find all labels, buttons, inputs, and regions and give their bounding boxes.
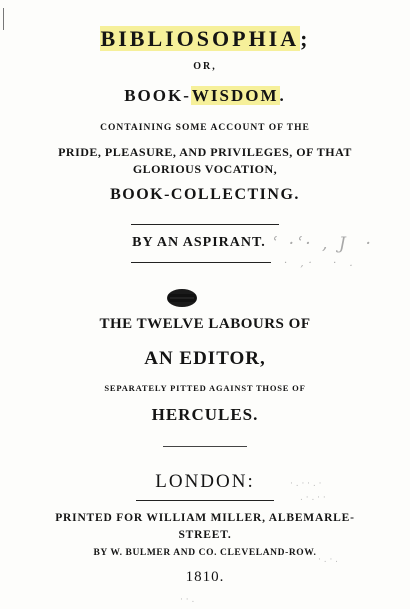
handwritten-annotation-2: · ,· · . (284, 258, 358, 269)
subtitle-part2: WISDOM (191, 86, 279, 105)
speckle-marks-2: . · . · · (300, 493, 326, 503)
speckle-marks-4: · · . (180, 595, 195, 605)
title-line (0, 28, 410, 50)
subtitle-part1: BOOK- (124, 86, 191, 105)
rule-below-london (136, 500, 274, 501)
speckle-marks-3: · . · . (318, 555, 339, 565)
rule-above-author (131, 224, 279, 225)
handwritten-annotation: ʿ ·ʿ· , J · (272, 234, 374, 254)
margin-mark (3, 8, 4, 30)
rule-above-imprint (163, 446, 247, 447)
ornament-icon (165, 286, 199, 310)
containing-line1: CONTAINING SOME ACCOUNT OF THE (100, 123, 310, 133)
title-semicolon: ; (300, 26, 311, 51)
printed-for-line2: STREET. (178, 529, 232, 541)
title-main: BIBLIOSOPHIA (100, 26, 300, 51)
twelve-labours: THE TWELVE LABOURS OF (99, 316, 311, 332)
containing-line2: PRIDE, PLEASURE, AND PRIVILEGES, OF THAT (58, 145, 352, 159)
rule-below-author (131, 262, 271, 263)
london: LONDON: (155, 471, 255, 492)
printed-for-line1: PRINTED FOR WILLIAM MILLER, ALBEMARLE- (55, 512, 355, 524)
subtitle-end: . (279, 86, 286, 105)
containing-line3: GLORIOUS VOCATION, (132, 162, 278, 176)
separately-pitted: SEPARATELY PITTED AGAINST THOSE OF (104, 383, 306, 393)
year: 1810. (185, 569, 225, 585)
or-word: OR, (193, 61, 217, 72)
book-collecting: BOOK-COLLECTING. (110, 186, 300, 203)
hercules: HERCULES. (151, 405, 259, 424)
subtitle-line (0, 87, 410, 104)
speckle-marks: · . · · . · (290, 479, 322, 489)
author-line: BY AN ASPIRANT. (132, 235, 266, 250)
an-editor: AN EDITOR, (144, 348, 266, 369)
printer-line: BY W. BULMER AND CO. CLEVELAND-ROW. (93, 548, 317, 558)
